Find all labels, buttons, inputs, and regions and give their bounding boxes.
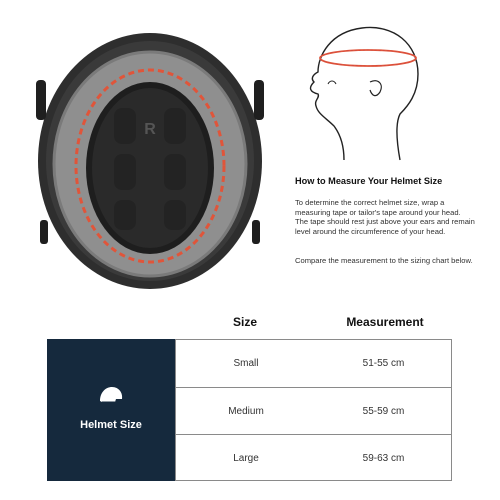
head-measurement-diagram — [300, 22, 432, 162]
measurement-cell: 55-59 cm — [362, 406, 405, 417]
size-cell: Small — [233, 358, 259, 369]
guide-title: How to Measure Your Helmet Size — [295, 176, 443, 186]
measurement-column-header: Measurement — [346, 315, 424, 329]
measurement-cell: 51-55 cm — [362, 358, 405, 369]
svg-text:R: R — [144, 121, 156, 138]
measurement-cell: 59-63 cm — [362, 453, 405, 464]
row-label-cell — [47, 339, 175, 481]
table-row — [176, 387, 451, 435]
helmet-size-label: Helmet Size — [80, 419, 142, 431]
size-cell: Medium — [228, 406, 264, 417]
size-cell: Large — [233, 453, 259, 464]
size-chart-table — [47, 339, 452, 481]
table-row — [176, 434, 451, 482]
guide-instructions: To determine the correct helmet size, wrap a measuring tape or tailor's tape around your head. The tape should rest just above your ears and remain level around the circumference of your head. — [295, 198, 475, 237]
guide-compare-note: Compare the measurement to the sizing chart below. — [295, 256, 473, 265]
helmet-interior-image — [36, 30, 264, 292]
size-column-header: Size — [232, 315, 257, 329]
size-rows — [175, 339, 452, 481]
table-row — [176, 340, 451, 387]
helmet-icon — [98, 385, 124, 405]
